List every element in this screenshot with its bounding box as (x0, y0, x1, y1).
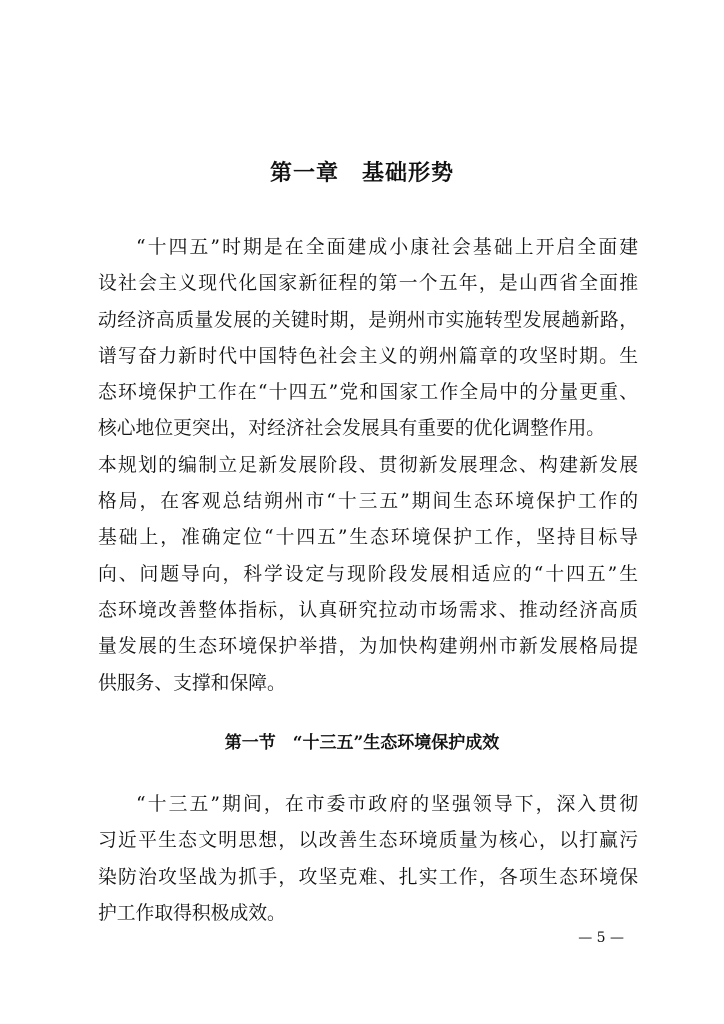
text-line: 习近平生态文明思想，以改善生态环境质量为核心，以打赢污 (98, 830, 638, 852)
text-line: 护工作取得积极成效。 (98, 902, 286, 924)
paragraph-intro (98, 230, 638, 702)
text-line: 染防治攻坚战为抓手，攻坚克难、扎实工作，各项生态环境保 (98, 866, 638, 888)
page-number: — 5 — (578, 930, 624, 946)
text-line: 态环境改善整体指标，认真研究拉动市场需求、推动经济高质 (98, 599, 638, 621)
text-line: 设社会主义现代化国家新征程的第一个五年，是山西省全面推 (98, 273, 638, 295)
section-title: 第一节 “十三五”生态环境保护成效 (224, 733, 500, 753)
paragraph-achievements (98, 787, 638, 932)
text-line: 动经济高质量发展的关键时期，是朔州市实施转型发展趟新路， (98, 309, 638, 331)
text-line: 本规划的编制立足新发展阶段、贯彻新发展理念、构建新发展 (98, 454, 638, 476)
text-line: 核心地位更突出，对经济社会发展具有重要的优化调整作用。 (98, 418, 606, 440)
text-line: 态环境保护工作在“十四五”党和国家工作全局中的分量更重、 (98, 382, 638, 404)
text-line: 格局，在客观总结朔州市“十三五”期间生态环境保护工作的 (98, 491, 638, 513)
text-line: 供服务、支撑和保障。 (98, 672, 286, 694)
text-line: 基础上，准确定位“十四五”生态环境保护工作，坚持目标导 (98, 527, 638, 549)
chapter-title: 第一章 基础形势 (269, 160, 454, 186)
text-line: 向、问题导向，科学设定与现阶段发展相适应的“十四五”生 (98, 563, 638, 585)
text-line: “十三五”期间，在市委市政府的坚强领导下，深入贯彻 (136, 794, 638, 815)
text-line: 量发展的生态环境保护举措，为加快构建朔州市新发展格局提 (98, 636, 638, 658)
text-line: “十四五”时期是在全面建成小康社会基础上开启全面建 (136, 237, 638, 258)
text-line: 谱写奋力新时代中国特色社会主义的朔州篇章的攻坚时期。生 (98, 345, 638, 367)
